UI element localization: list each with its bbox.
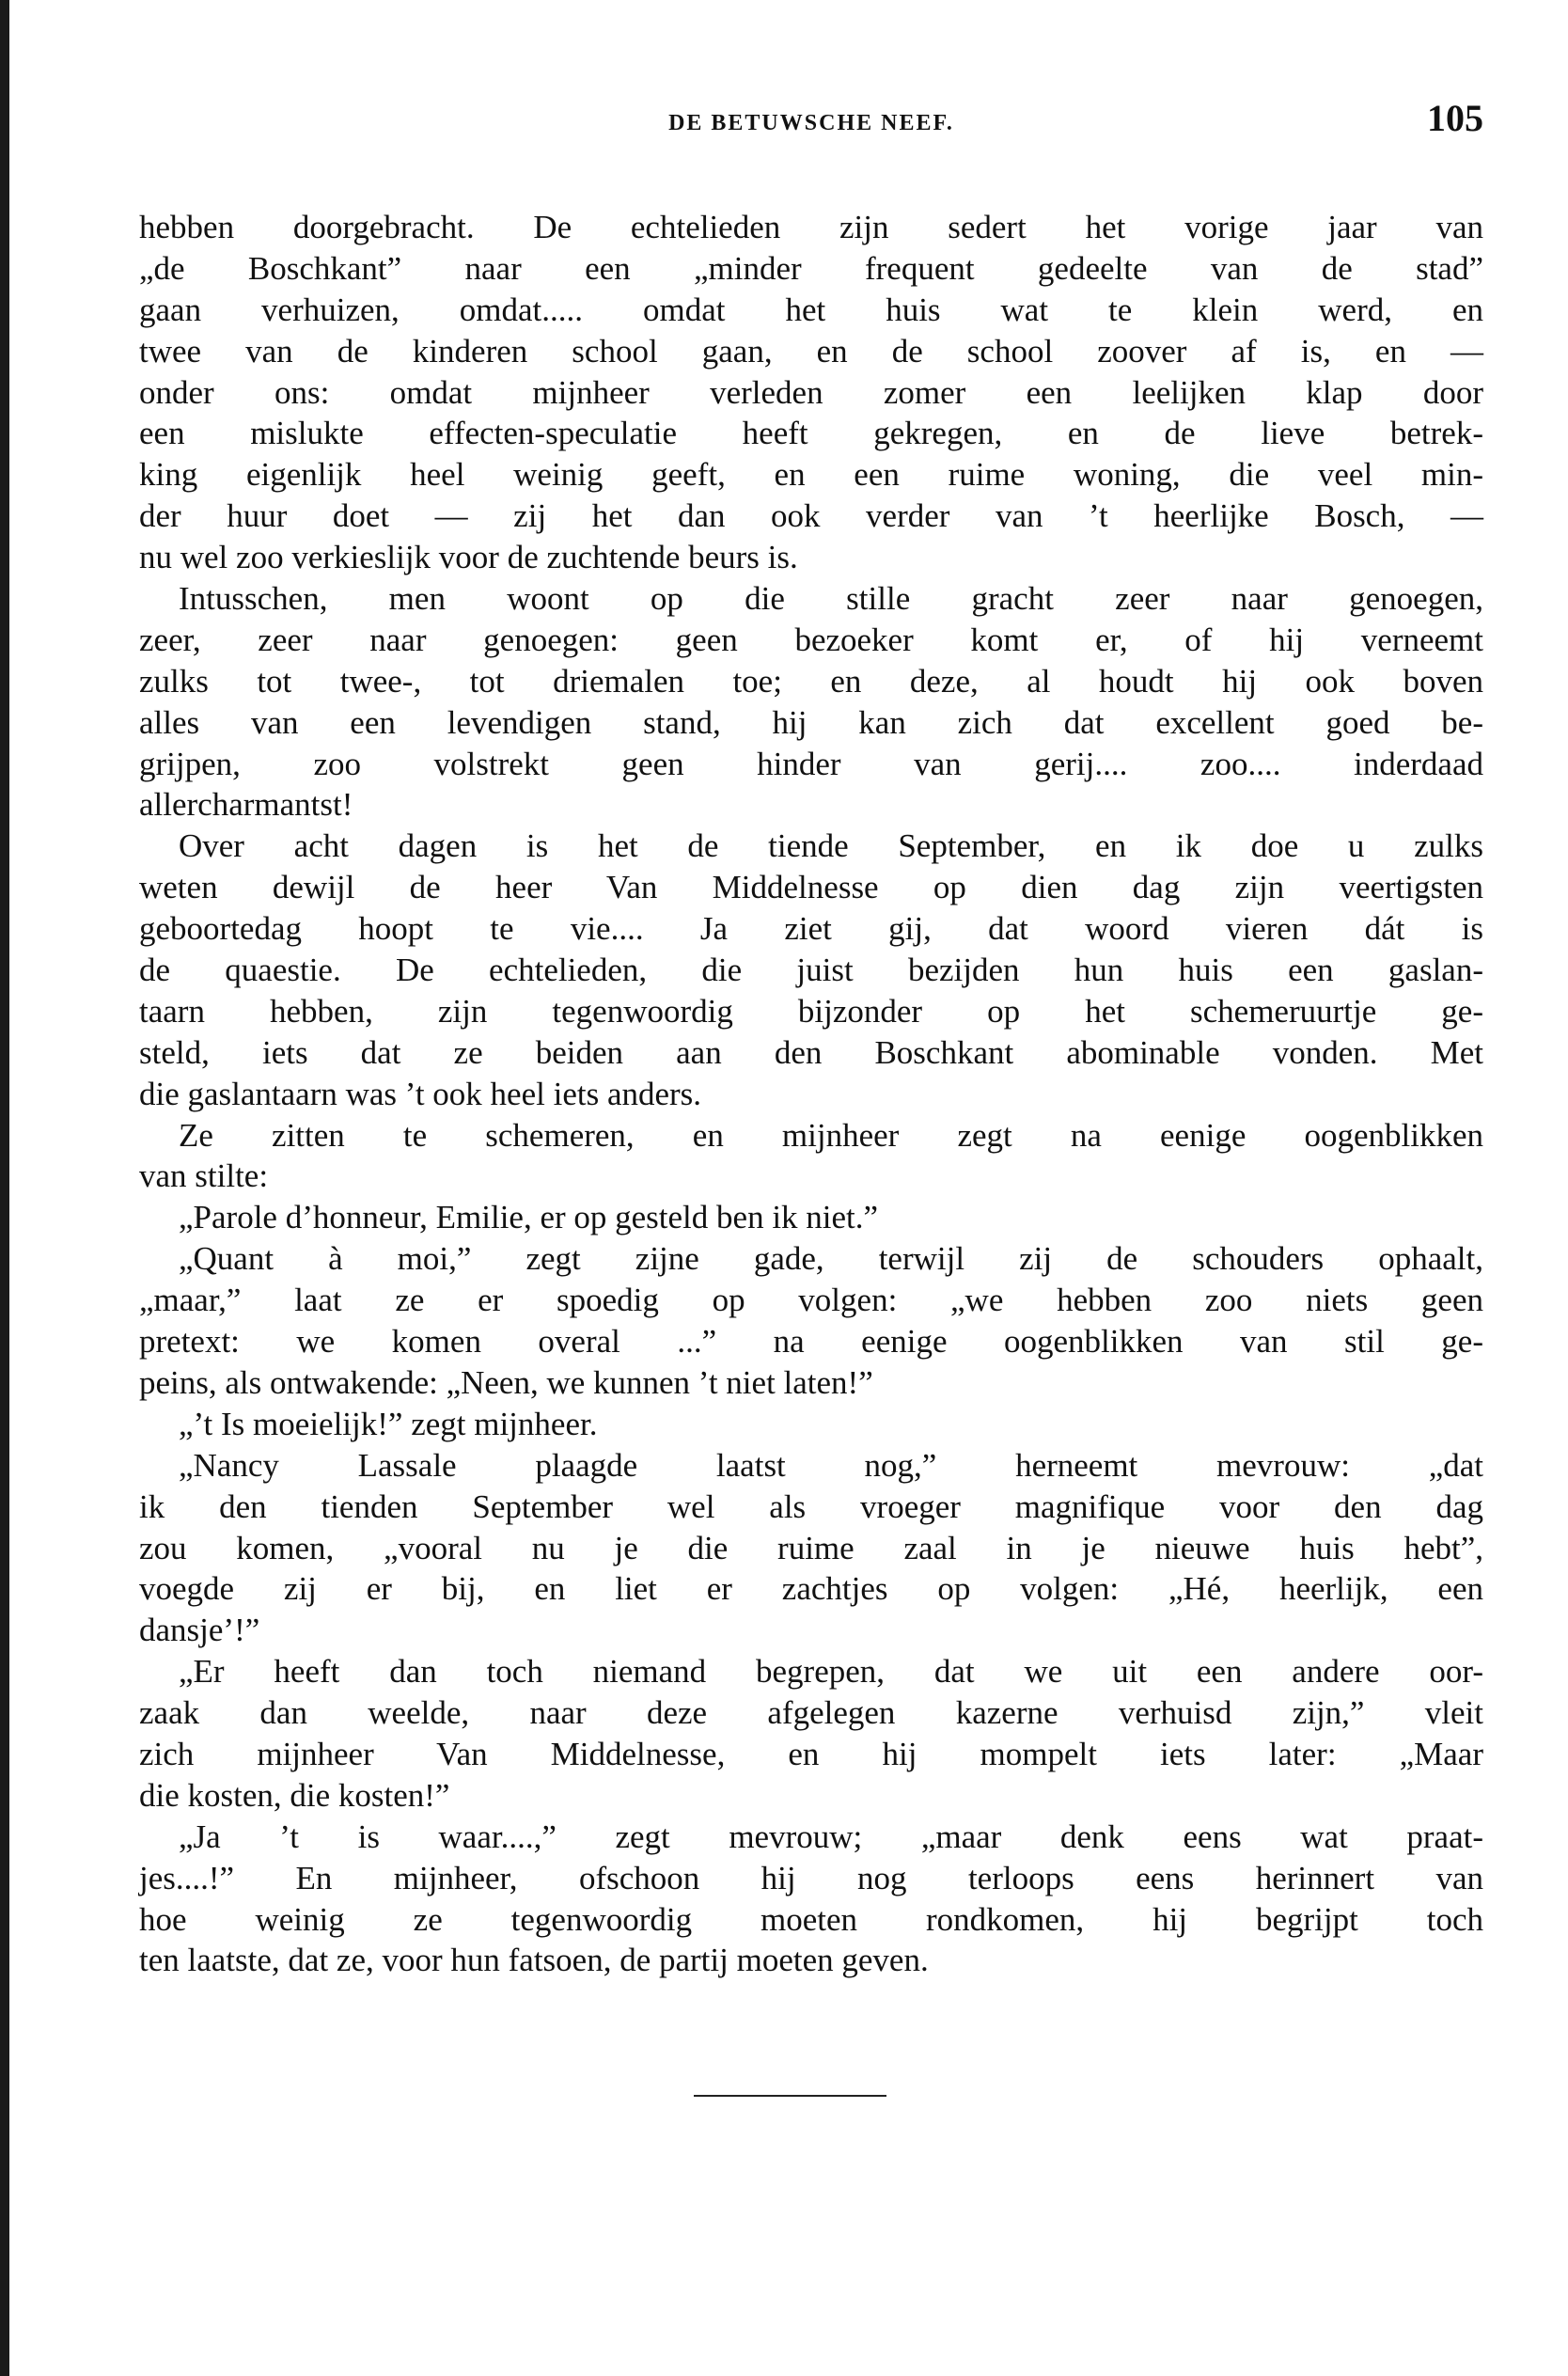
text-line: allercharmantst! bbox=[139, 786, 353, 824]
text-line: die kosten, die kosten!” bbox=[139, 1776, 450, 1814]
text-line: ik den tienden September wel als vroeger magnifique voor den dag bbox=[139, 1487, 1483, 1525]
text-line: der huur doet — zij het dan ook verder van ’t heerlijke Bosch, — bbox=[139, 497, 1483, 535]
page-number: 105 bbox=[1427, 97, 1483, 139]
text-line: nu wel zoo verkieslijk voor de zuchtende beurs is. bbox=[139, 539, 798, 576]
text-line: „maar,” laat ze er spoedig op volgen: „we hebben zoo niets geen bbox=[139, 1282, 1483, 1319]
page-header bbox=[139, 94, 1483, 150]
text-line: hoe weinig ze tegenwoordig moeten rondkomen, hij begrijpt toch bbox=[139, 1900, 1483, 1938]
text-line: jes....!” En mijnheer, ofschoon hij nog terloops eens herinnert van bbox=[139, 1859, 1483, 1896]
text-line: taarn hebben, zijn tegenwoordig bijzonder op het schemeruurtje ge- bbox=[139, 992, 1483, 1030]
text-line: gaan verhuizen, omdat..... omdat het huis wat te klein werd, en bbox=[139, 291, 1483, 328]
dialogue-line: „Ja ’t is waar....,” zegt mevrouw; „maar denk eens wat praat- bbox=[179, 1817, 1483, 1855]
paragraph-start: Intusschen, men woont op die stille gracht zeer naar genoegen, bbox=[179, 580, 1483, 618]
text-line: zou komen, „vooral nu je die ruime zaal in je nieuwe huis hebt”, bbox=[139, 1529, 1483, 1566]
text-line: grijpen, zoo volstrekt geen hinder van gerij.... zoo.... inderdaad bbox=[139, 745, 1483, 782]
dialogue-line: „’t Is moeielijk!” zegt mijnheer. bbox=[179, 1405, 598, 1442]
text-line: zaak dan weelde, naar deze afgelegen kazerne verhuisd zijn,” vleit bbox=[139, 1694, 1483, 1732]
running-title: DE BETUWSCHE NEEF. bbox=[668, 111, 954, 135]
text-line: zeer, zeer naar genoegen: geen bezoeker komt er, of hij verneemt bbox=[139, 621, 1483, 658]
paragraph-start: Ze zitten te schemeren, en mijnheer zegt na eenige oogenblikken bbox=[179, 1116, 1483, 1154]
text-line: onder ons: omdat mijnheer verleden zomer een leelijken klap door bbox=[139, 373, 1483, 411]
text-line: steld, iets dat ze beiden aan den Boschkant abominable vonden. Met bbox=[139, 1033, 1483, 1071]
text-line: de quaestie. De echtelieden, die juist bezijden hun huis een gaslan- bbox=[139, 952, 1483, 989]
text-line: van stilte: bbox=[139, 1157, 269, 1195]
text-line: king eigenlijk heel weinig geeft, en een ruime woning, die veel min- bbox=[139, 456, 1483, 494]
text-line: ten laatste, dat ze, voor hun fatsoen, de partij moeten geven. bbox=[139, 1942, 929, 1979]
book-spine-edge bbox=[0, 0, 9, 2376]
text-line: „de Boschkant” naar een „minder frequent gedeelte van de stad” bbox=[139, 249, 1483, 287]
text-line: geboortedag hoopt te vie.... Ja ziet gij, dat woord vieren dát is bbox=[139, 910, 1483, 948]
text-line: zich mijnheer Van Middelnesse, en hij mompelt iets later: „Maar bbox=[139, 1735, 1483, 1772]
closing-rule bbox=[694, 2095, 886, 2097]
text-line: voegde zij er bij, en liet er zachtjes op volgen: „Hé, heerlijk, een bbox=[139, 1570, 1483, 1608]
text-line: die gaslantaarn was ’t ook heel iets anders. bbox=[139, 1075, 702, 1112]
text-line: pretext: we komen overal ...” na eenige oogenblikken van stil ge- bbox=[139, 1323, 1483, 1361]
body-text bbox=[139, 207, 1483, 1981]
text-line: twee van de kinderen school gaan, en de school zoover af is, en — bbox=[139, 332, 1483, 370]
dialogue-line: „Parole d’honneur, Emilie, er op gesteld ben ik niet.” bbox=[179, 1199, 879, 1236]
dialogue-line: „Quant à moi,” zegt zijne gade, terwijl zij de schouders ophaalt, bbox=[179, 1240, 1483, 1278]
dialogue-line: „Er heeft dan toch niemand begrepen, dat we uit een andere oor- bbox=[179, 1653, 1483, 1691]
text-line: alles van een levendigen stand, hij kan zich dat excellent goed be- bbox=[139, 703, 1483, 741]
text-line: zulks tot twee-, tot driemalen toe; en deze, al houdt hij ook boven bbox=[139, 662, 1483, 700]
text-line: een mislukte effecten-speculatie heeft gekregen, en de lieve betrek- bbox=[139, 415, 1483, 452]
text-line: peins, als ontwakende: „Neen, we kunnen ’t niet laten!” bbox=[139, 1363, 873, 1401]
dialogue-line: „Nancy Lassale plaagde laatst nog,” herneemt mevrouw: „dat bbox=[179, 1446, 1483, 1484]
text-line: dansje’!” bbox=[139, 1612, 260, 1649]
paragraph-start: Over acht dagen is het de tiende September, en ik doe u zulks bbox=[179, 827, 1483, 865]
text-line: weten dewijl de heer Van Middelnesse op dien dag zijn veertigsten bbox=[139, 869, 1483, 906]
text-line: hebben doorgebracht. De echtelieden zijn sedert het vorige jaar van bbox=[139, 209, 1483, 245]
